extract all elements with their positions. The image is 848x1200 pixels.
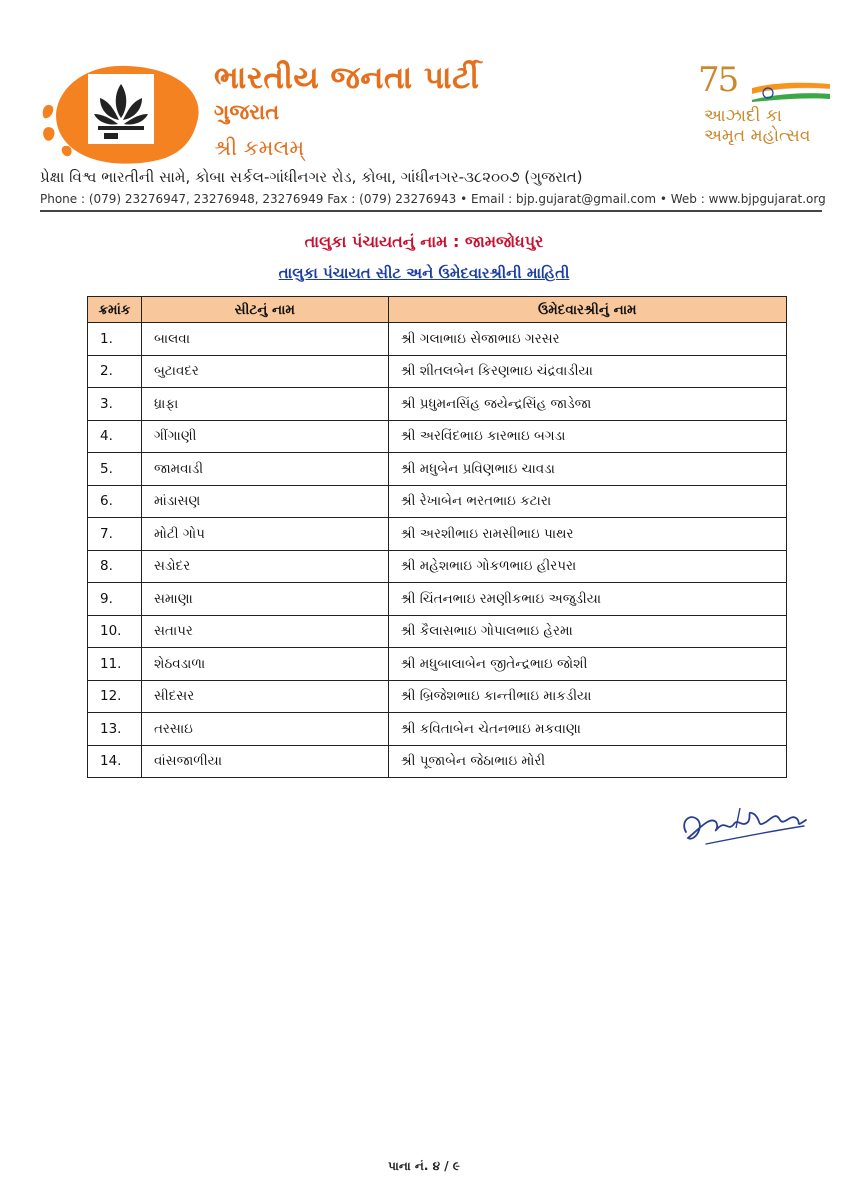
serial-cell: 6. bbox=[88, 485, 142, 518]
serial-cell: 3. bbox=[88, 388, 142, 421]
table-row bbox=[88, 615, 787, 648]
bjp-lotus-logo-icon bbox=[38, 58, 206, 170]
candidate-cell: શ્રી રેખાબેન ભરતભાઇ કટારા bbox=[388, 485, 786, 518]
table-row bbox=[88, 518, 787, 551]
candidate-cell: શ્રી ચિંતનભાઇ રમણીકભાઇ અજુડીયા bbox=[388, 583, 786, 616]
page-number: પાના નં. ૪ / ૯ bbox=[388, 1159, 460, 1173]
candidate-cell: શ્રી પૂજાબેન જેઠાભાઇ મોરી bbox=[388, 745, 786, 778]
seat-cell: મોટી ગોપ bbox=[141, 518, 388, 551]
letterhead-divider bbox=[40, 210, 822, 212]
table-row bbox=[88, 583, 787, 616]
candidate-cell: શ્રી મહેશભાઇ ગોકળભાઇ હીરપરા bbox=[388, 550, 786, 583]
document-title: તાલુકા પંચાયતનું નામ : જામજોધપુર bbox=[304, 232, 544, 251]
serial-cell: 14. bbox=[88, 745, 142, 778]
candidate-cell: શ્રી શીતલબેન કિરણભાઇ ચંદ્રવાડીયા bbox=[388, 355, 786, 388]
seat-cell: તરસાઇ bbox=[141, 713, 388, 746]
table-row bbox=[88, 355, 787, 388]
serial-cell: 2. bbox=[88, 355, 142, 388]
party-name: ભારતીય જનતા પાર્ટી bbox=[214, 60, 480, 96]
candidate-cell: શ્રી કવિતાબેન ચેતનભાઇ મકવાણા bbox=[388, 713, 786, 746]
table-row bbox=[88, 388, 787, 421]
candidate-cell: શ્રી બ્રિજેશભાઇ કાન્તીભાઇ માકડીયા bbox=[388, 680, 786, 713]
column-header-candidate: ઉમેદવારશ્રીનું નામ bbox=[388, 297, 786, 323]
serial-cell: 9. bbox=[88, 583, 142, 616]
tricolour-flag-icon bbox=[750, 80, 832, 102]
candidate-cell: શ્રી અરવિંદભાઇ કારભાઇ બગડા bbox=[388, 420, 786, 453]
seat-cell: વાંસજાળીયા bbox=[141, 745, 388, 778]
azadi-ka-amrit-mahotsav-emblem-icon bbox=[694, 60, 834, 150]
table-row bbox=[88, 453, 787, 486]
party-office-name: શ્રી કમલમ્ bbox=[214, 136, 305, 160]
serial-cell: 4. bbox=[88, 420, 142, 453]
table-row bbox=[88, 323, 787, 356]
serial-cell: 11. bbox=[88, 648, 142, 681]
seat-cell: ગીંગાણી bbox=[141, 420, 388, 453]
table-row bbox=[88, 485, 787, 518]
seat-cell: સમાણા bbox=[141, 583, 388, 616]
seat-cell: સીદસર bbox=[141, 680, 388, 713]
candidate-cell: શ્રી ગલાભાઇ સેજાભાઇ ગરસર bbox=[388, 323, 786, 356]
document-subtitle: તાલુકા પંચાયત સીટ અને ઉમેદવારશ્રીની માહિતી bbox=[278, 264, 570, 282]
azadi-number: 75 bbox=[698, 60, 738, 100]
candidate-cell: શ્રી મધુબાલાબેન જીતેન્દ્રભાઇ જોશી bbox=[388, 648, 786, 681]
seat-cell: શેઠવડાળા bbox=[141, 648, 388, 681]
candidate-cell: શ્રી કૈલાસભાઇ ગોપાલભાઇ હેરમા bbox=[388, 615, 786, 648]
candidate-cell: શ્રી મધુબેન પ્રવિણભાઇ ચાવડા bbox=[388, 453, 786, 486]
azadi-line-1: આઝાદી કા bbox=[704, 106, 782, 126]
serial-cell: 1. bbox=[88, 323, 142, 356]
seat-cell: બાલવા bbox=[141, 323, 388, 356]
contact-info: Phone : (079) 23276947, 23276948, 23276949 Fax : (079) 23276943 • Email : bjp.gujarat@gmail.com • Web : www.bjpgujarat.org bbox=[40, 192, 826, 206]
serial-cell: 7. bbox=[88, 518, 142, 551]
table-row bbox=[88, 745, 787, 778]
signature-icon bbox=[676, 798, 816, 850]
table-row bbox=[88, 648, 787, 681]
azadi-line-2: અમૃત મહોત્સવ bbox=[704, 126, 811, 146]
party-state: ગુજરાત bbox=[214, 100, 280, 124]
table-row bbox=[88, 680, 787, 713]
column-header-seat: સીટનું નામ bbox=[141, 297, 388, 323]
letterhead bbox=[0, 0, 848, 215]
table-row bbox=[88, 550, 787, 583]
seat-cell: ધ્રાફા bbox=[141, 388, 388, 421]
serial-cell: 10. bbox=[88, 615, 142, 648]
seat-cell: સડોદર bbox=[141, 550, 388, 583]
candidate-cell: શ્રી અરશીભાઇ રામસીભાઇ પાથર bbox=[388, 518, 786, 551]
table-header-row bbox=[88, 297, 787, 323]
seat-cell: સતાપર bbox=[141, 615, 388, 648]
serial-cell: 5. bbox=[88, 453, 142, 486]
serial-cell: 12. bbox=[88, 680, 142, 713]
seat-candidate-table bbox=[87, 296, 787, 778]
seat-cell: માંડાસણ bbox=[141, 485, 388, 518]
office-address: પ્રેક્ષા વિશ્વ ભારતીની સામે, કોબા સર્કલ-ગાંધીનગર રોડ, કોબા, ગાંધીનગર-૩૮૨૦૦૭ (ગુજરાત) bbox=[40, 168, 583, 186]
seat-cell: જામવાડી bbox=[141, 453, 388, 486]
column-header-serial: ક્રમાંક bbox=[88, 297, 142, 323]
candidate-cell: શ્રી પ્રધુમનસિંહ જયેન્દ્રસિંહ જાડેજા bbox=[388, 388, 786, 421]
table-row bbox=[88, 420, 787, 453]
table-row bbox=[88, 713, 787, 746]
serial-cell: 13. bbox=[88, 713, 142, 746]
seat-cell: બુટાવદર bbox=[141, 355, 388, 388]
serial-cell: 8. bbox=[88, 550, 142, 583]
